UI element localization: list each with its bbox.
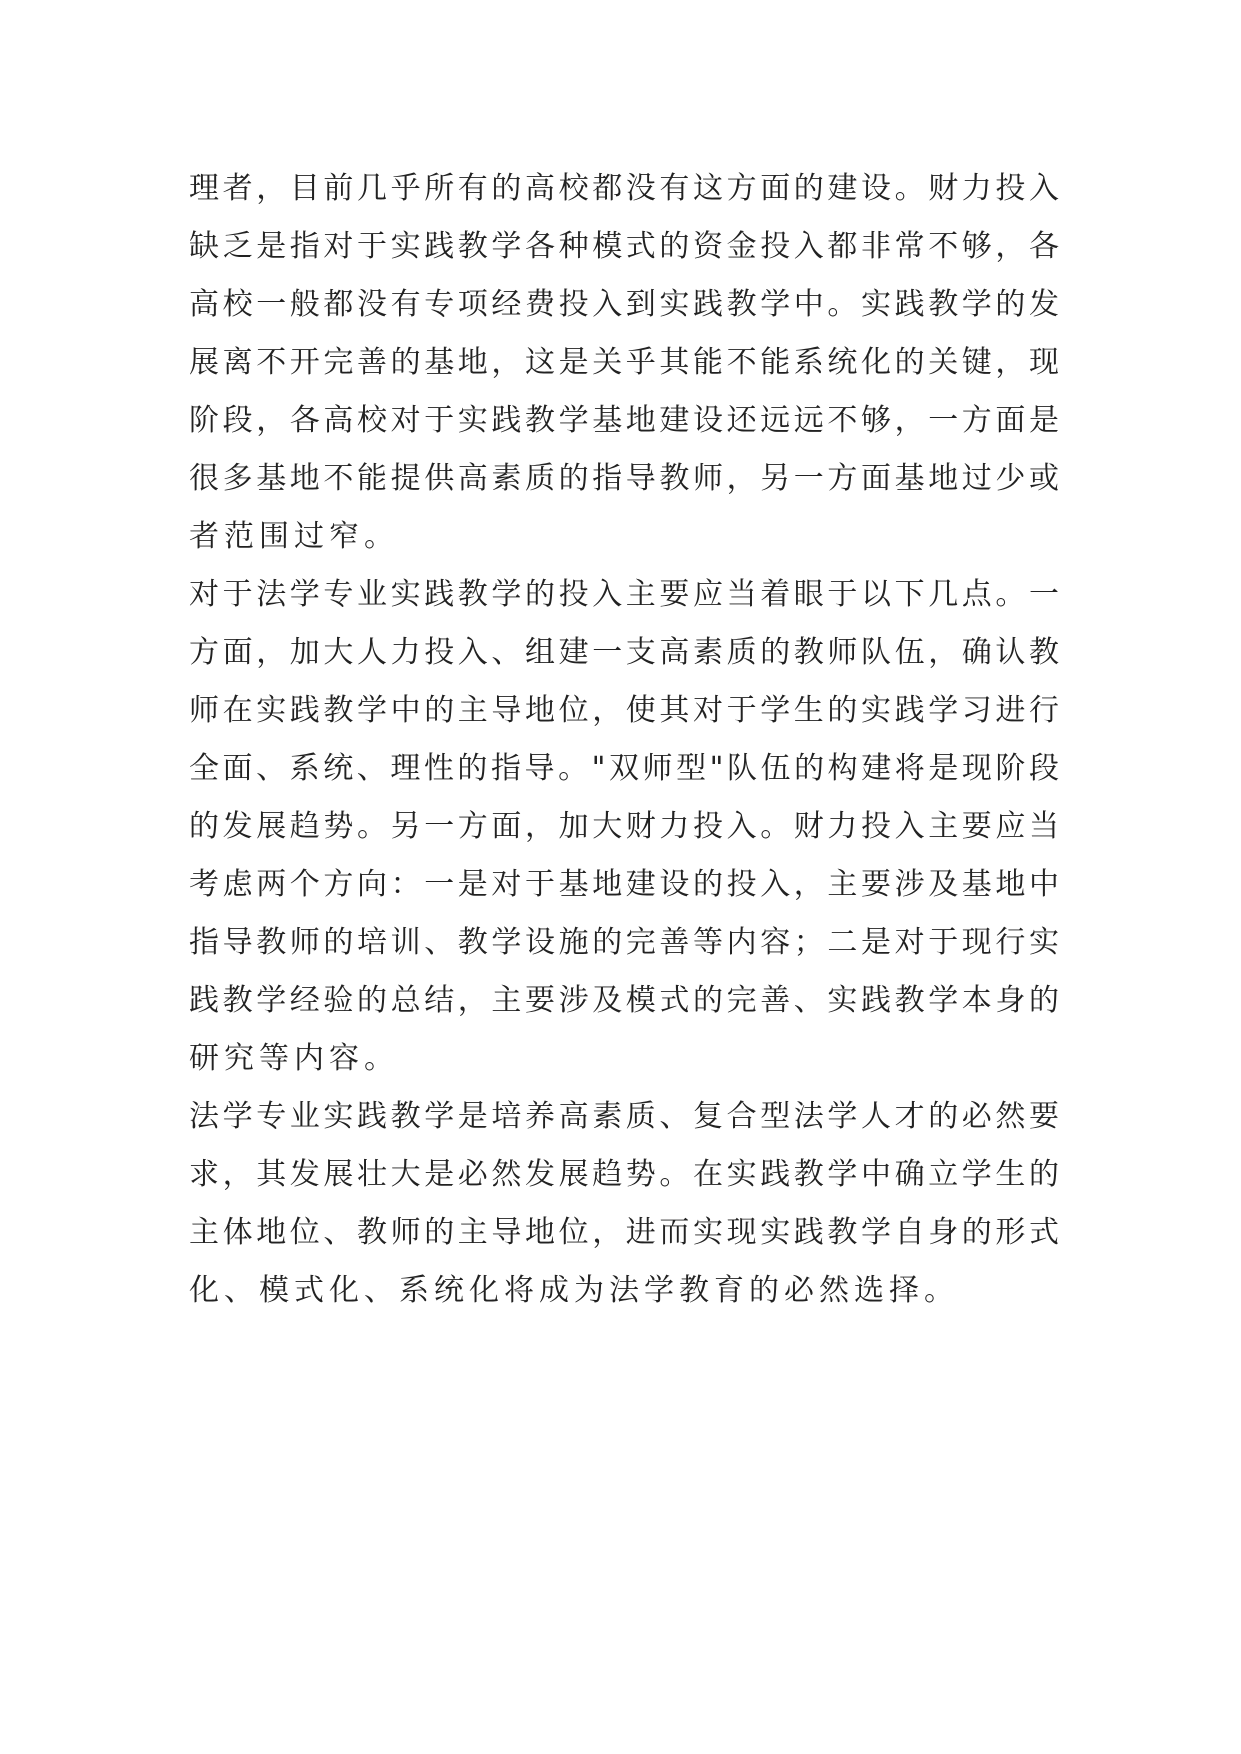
- text-line: 缺乏是指对于实践教学各种模式的资金投入都非常不够，各: [189, 229, 1059, 264]
- text-line: 主体地位、教师的主导地位，进而实现实践教学自身的形式: [189, 1215, 1059, 1250]
- text-line: 的发展趋势。另一方面，加大财力投入。财力投入主要应当: [189, 809, 1059, 844]
- text-line: 者范围过窄。: [189, 519, 399, 554]
- text-line: 化、模式化、系统化将成为法学教育的必然选择。: [189, 1273, 959, 1308]
- paragraph-3: [189, 1088, 1059, 1320]
- text-line: 求，其发展壮大是必然发展趋势。在实践教学中确立学生的: [189, 1157, 1059, 1192]
- text-line: 阶段，各高校对于实践教学基地建设还远远不够，一方面是: [189, 403, 1059, 438]
- paragraph-2: [189, 566, 1059, 1088]
- text-line: 师在实践教学中的主导地位，使其对于学生的实践学习进行: [189, 693, 1059, 728]
- body-text: [189, 160, 1059, 1320]
- text-line: 高校一般都没有专项经费投入到实践教学中。实践教学的发: [189, 287, 1059, 322]
- text-line: 法学专业实践教学是培养高素质、复合型法学人才的必然要: [189, 1099, 1059, 1134]
- text-line: 考虑两个方向：一是对于基地建设的投入，主要涉及基地中: [189, 867, 1059, 902]
- text-line: 指导教师的培训、教学设施的完善等内容；二是对于现行实: [189, 925, 1059, 960]
- paragraph-1: [189, 160, 1059, 566]
- text-line: 全面、系统、理性的指导。"双师型"队伍的构建将是现阶段: [189, 751, 1059, 786]
- text-line: 研究等内容。: [189, 1041, 399, 1076]
- text-line: 对于法学专业实践教学的投入主要应当着眼于以下几点。一: [189, 577, 1059, 612]
- text-line: 践教学经验的总结，主要涉及模式的完善、实践教学本身的: [189, 983, 1059, 1018]
- text-line: 很多基地不能提供高素质的指导教师，另一方面基地过少或: [189, 461, 1059, 496]
- text-line: 理者，目前几乎所有的高校都没有这方面的建设。财力投入: [189, 171, 1059, 206]
- text-line: 方面，加大人力投入、组建一支高素质的教师队伍，确认教: [189, 635, 1059, 670]
- text-line: 展离不开完善的基地，这是关乎其能不能系统化的关键，现: [189, 345, 1059, 380]
